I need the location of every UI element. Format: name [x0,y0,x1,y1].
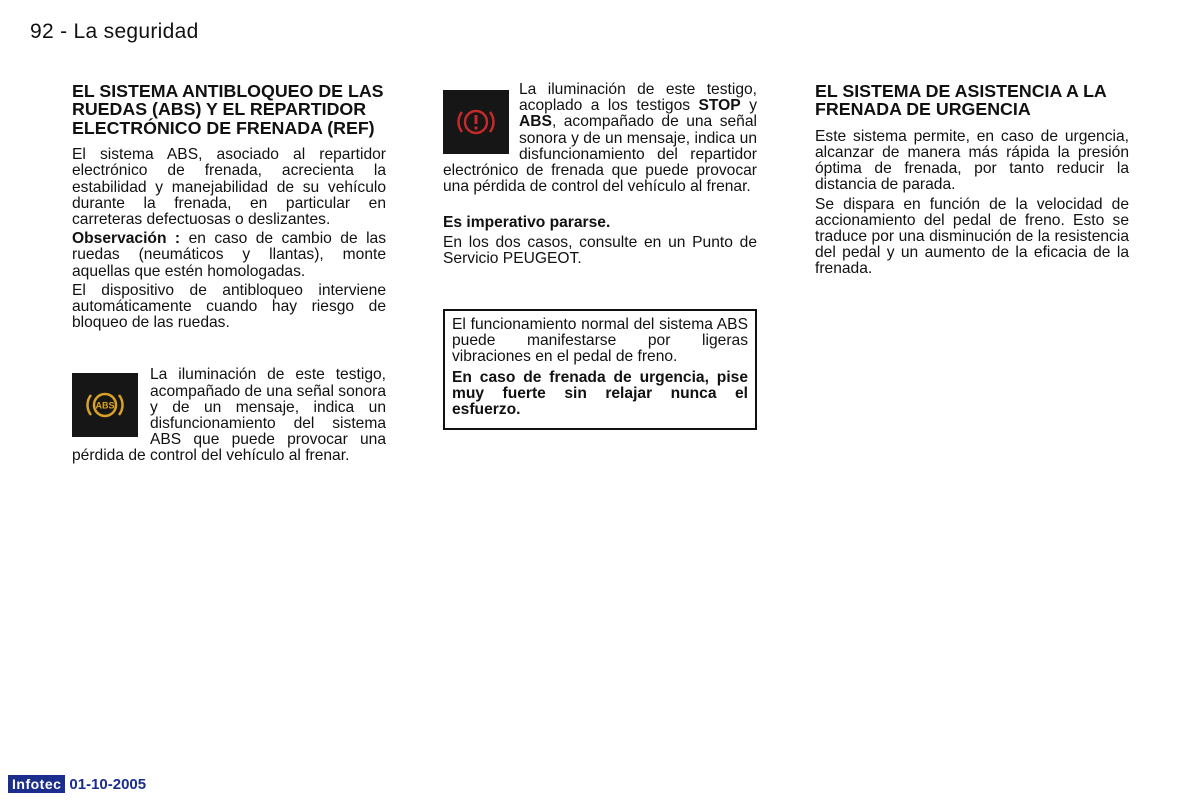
abs-warning-text: La iluminación de este testigo, acompañado de una señal sonora y de un mensaje, indica un disfuncionamiento del sistema ABS que puede provocar una pérdida de control del vehículo al frenar. [72,366,386,465]
brake-warning-icon [443,90,509,154]
abs-description: El sistema ABS, asociado al repartidor electrónico de frenada, acrecienta la estabilidad y manejabilidad de su vehículo durante la frenada, en particular en carreteras defectuosas o deslizantes. [72,146,386,229]
brake-assist-trigger: Se dispara en función de la velocidad de accionamiento del pedal de freno. Esto se traduce por una disminución de la resistencia del pedal y un aumento de la eficacia de la frenada. [815,195,1129,278]
page-footer [8,775,146,793]
abs-warning-block [72,367,386,464]
column-brake-assist [815,82,1129,281]
footer-date: 01-10-2005 [69,775,147,793]
abs-label: ABS [519,113,552,131]
abs-icon-label: ABS [95,400,115,411]
observation-text: en caso de cambio de las ruedas (neumáticos y llantas), monte aquellas que estén homologadas. [72,230,387,280]
column-ref [443,82,757,430]
observation-label: Observación : [72,230,181,248]
section-title: La seguridad [73,20,199,43]
header-separator: - [60,20,68,43]
consult-dealer: En los dos casos, consulte en un Punto de Servicio PEUGEOT. [443,233,757,267]
abs-title: EL SISTEMA ANTIBLOQUEO DE LAS RUEDAS (ABS) Y EL REPARTIDOR ELECTRÓNICO DE FRENADA (REF) [72,81,384,138]
ref-warning-and: y [740,97,757,115]
ref-warning-rest: , acompañado de una señal sonora y de un mensaje, indica un disfuncionamiento del repartidor electrónico de frenada que puede provocar una pérdida de control del vehículo al frenar. [443,113,757,196]
abs-note-box [443,309,757,430]
emergency-braking-note: En caso de frenada de urgencia, pise muy fuerte sin relajar nunca el esfuerzo. [452,368,748,419]
imperative-stop: Es imperativo pararse. [443,214,611,232]
brake-assist-title: EL SISTEMA DE ASISTENCIA A LA FRENADA DE URGENCIA [815,81,1107,120]
ref-warning-block [443,82,757,195]
column-abs [72,82,386,468]
brake-assist-description: Este sistema permite, en caso de urgencia, alcanzar de manera más rápida la presión óptima de frenada, por tanto reducir la distancia de parada. [815,127,1129,194]
abs-note-text: El funcionamiento normal del sistema ABS puede manifestarse por ligeras vibraciones en el pedal de freno. [452,316,748,366]
abs-intervention: El dispositivo de antibloqueo interviene automáticamente cuando hay riesgo de bloqueo de las ruedas. [72,281,386,332]
abs-observation [72,231,386,280]
page-header [30,20,199,44]
abs-warning-icon [72,373,138,437]
ref-warning-intro: La iluminación de este testigo, acoplado a los testigos [519,81,757,115]
page-number: 92 [30,20,54,43]
stop-label: STOP [698,97,741,115]
infotec-logo: Infotec [8,775,65,793]
